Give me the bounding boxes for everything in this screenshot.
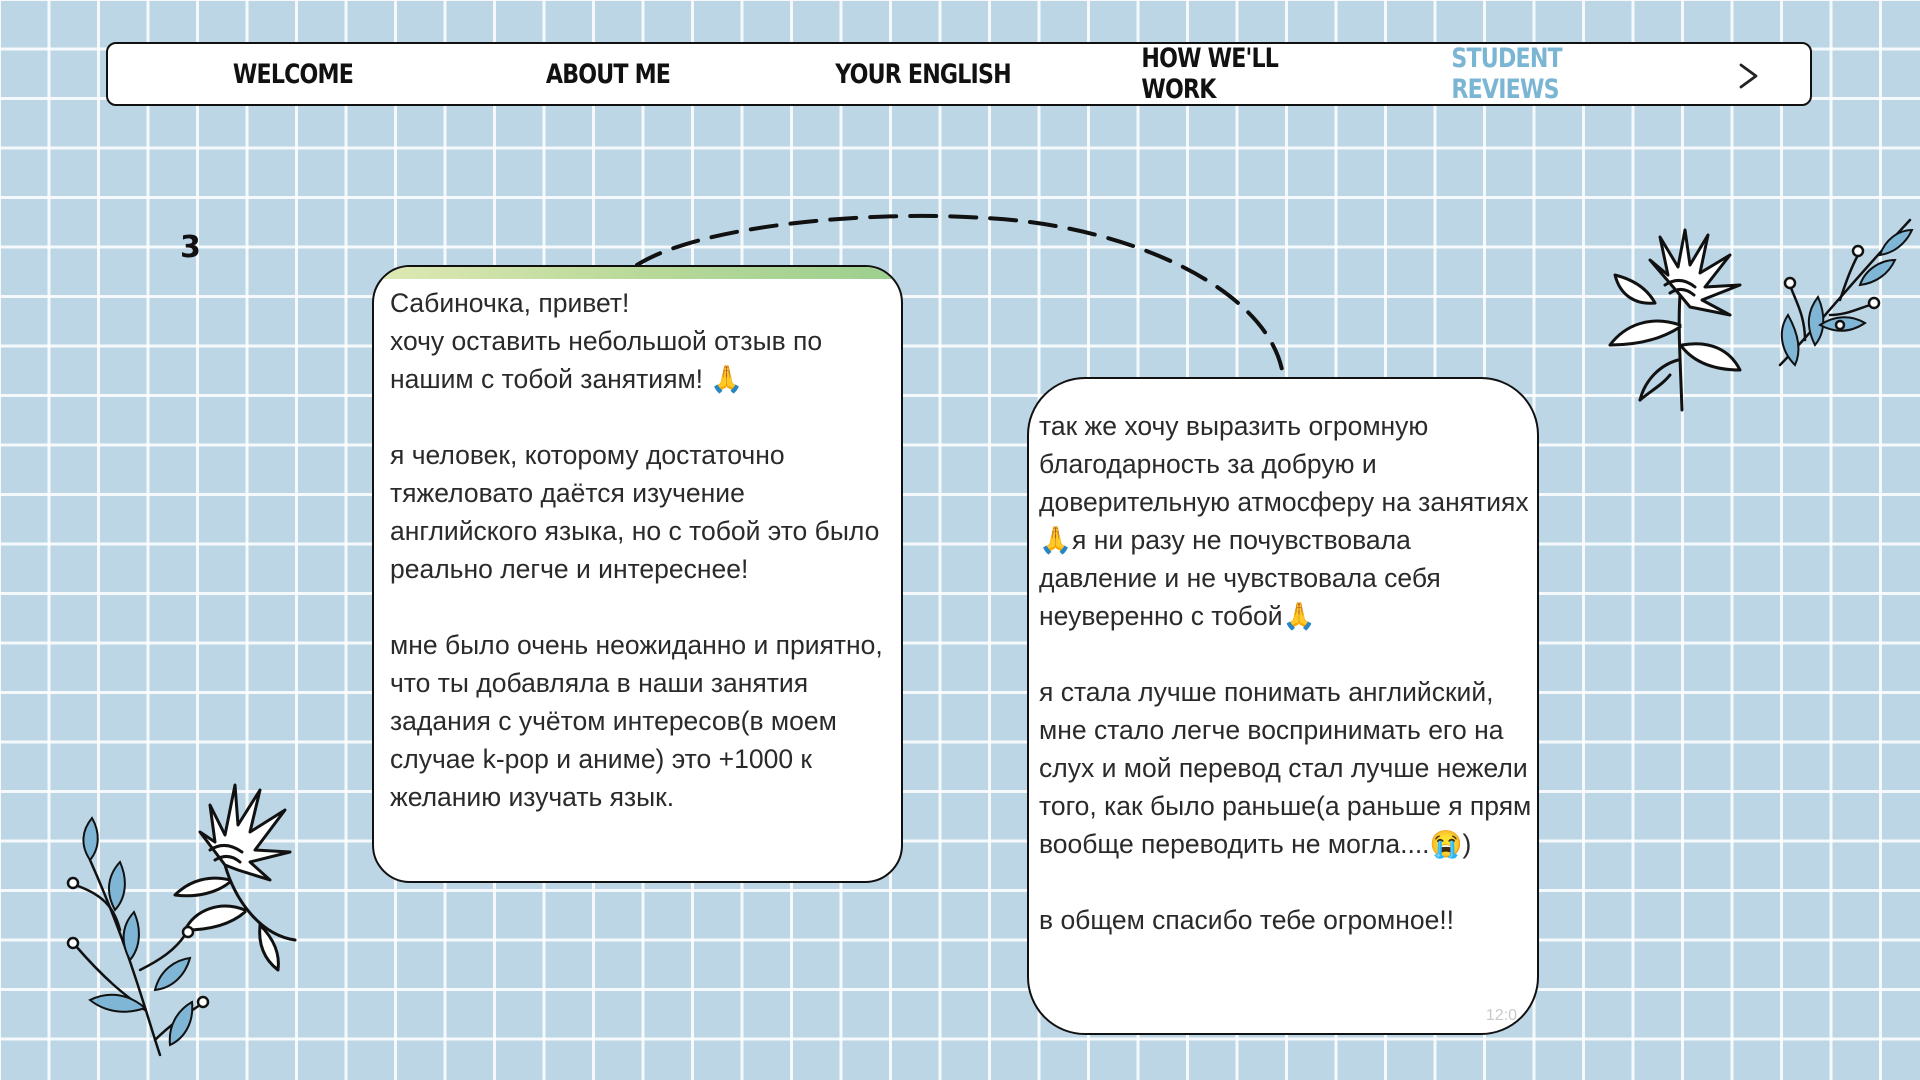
- flower-decoration-icon: [60, 770, 310, 1065]
- flower-decoration-icon: [1590, 215, 1920, 415]
- message-timestamp: 12:0: [1485, 1007, 1517, 1024]
- review-2-text: [1039, 407, 1535, 939]
- review-1-paragraph-3: мне было очень неожиданно и приятно, что ты добавляла в наши занятия задания с учётом интересов(в моем случае k-pop и аниме) это +1000 к желанию изучать язык.: [390, 630, 883, 812]
- review-1-paragraph-2: я человек, которому достаточно тяжеловато даётся изучение английского языка, но с тобой это было реально легче и интереснее!: [390, 440, 880, 584]
- nav-tab-welcome[interactable]: WELCOME: [232, 58, 354, 90]
- nav-tab-how-well-work[interactable]: HOW WE'LL WORK: [1141, 43, 1279, 105]
- slide-number: 3: [180, 230, 201, 265]
- nav-tab-your-english[interactable]: YOUR ENGLISH: [835, 58, 1011, 90]
- review-2-paragraph-3: в общем спасибо тебе огромное!!: [1039, 905, 1455, 935]
- nav-tab-student-reviews[interactable]: STUDENT REVIEWS: [1451, 43, 1562, 105]
- review-2-paragraph-1: так же хочу выразить огромную благодарность за добрую и доверительную атмосферу на занятиях🙏я ни разу не почувствовала давление и не чувствовала себя неуверенно с тобой🙏: [1039, 411, 1529, 631]
- review-card-1: [372, 265, 903, 883]
- review-1-paragraph-1: Сабиночка, привет! хочу оставить небольшой отзыв по нашим с тобой занятиям! 🙏: [390, 288, 823, 394]
- card-top-strip: [374, 267, 901, 279]
- review-2-paragraph-2: я стала лучше понимать английский, мне стало легче воспринимать его на слух и мой перевод стал лучше нежели того, как было раньше(а раньше я прям вообще переводить не могла....😭): [1039, 677, 1532, 859]
- review-card-2: [1027, 377, 1539, 1035]
- review-1-text: [390, 284, 890, 816]
- nav-tab-about-me[interactable]: ABOUT ME: [545, 58, 671, 90]
